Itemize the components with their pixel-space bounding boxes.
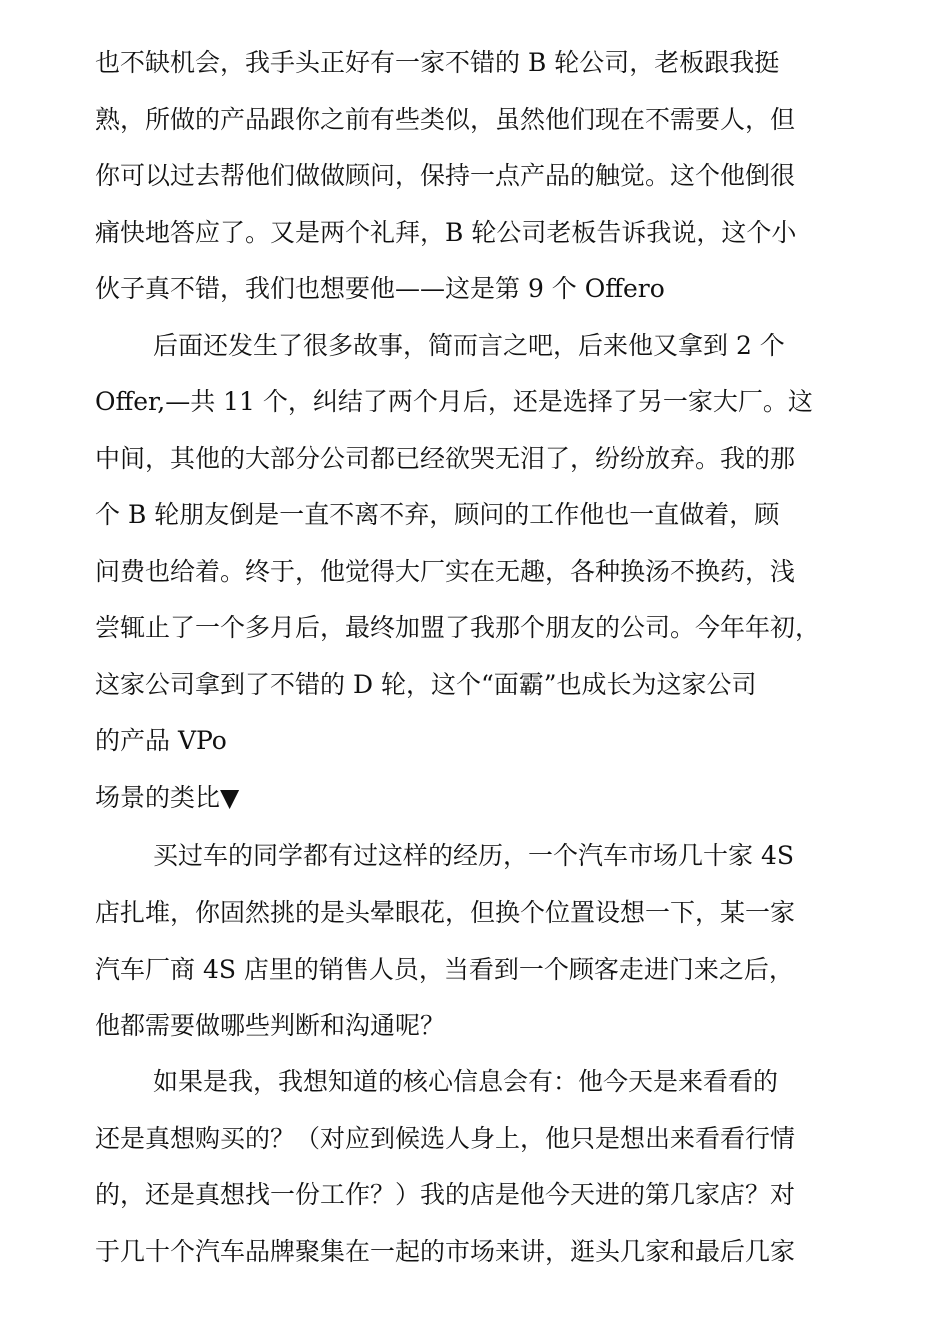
text-line: 尝辄止了一个多月后，最终加盟了我那个朋友的公司。今年年初， [95, 613, 821, 642]
text-line: 问费也给着。终于，他觉得大厂实在无趣，各种换汤不换药，浅 [95, 557, 796, 586]
text-line: 痛快地答应了。又是两个礼拜，B 轮公司老板告诉我说，这个小 [95, 218, 797, 247]
paragraph-start-line: 后面还发生了很多故事，简而言之吧，后来他又拿到 2 个 [153, 331, 785, 360]
text-line: 的，还是真想找一份工作？）我的店是他今天进的第几家店？对 [95, 1180, 796, 1209]
text-line: 店扎堆，你固然挑的是头晕眼花，但换个位置设想一下，某一家 [95, 898, 796, 927]
text-line: 于几十个汽车品牌聚集在一起的市场来讲，逛头几家和最后几家 [95, 1237, 796, 1266]
text-line: 还是真想购买的？（对应到候选人身上，他只是想出来看看行情 [95, 1124, 796, 1153]
text-line: 也不缺机会，我手头正好有一家不错的 B 轮公司，老板跟我挺 [95, 48, 780, 77]
text-line: 中间，其他的大部分公司都已经欲哭无泪了，纷纷放弃。我的那 [95, 444, 796, 473]
text-line: 你可以过去帮他们做做顾问，保持一点产品的触觉。这个他倒很 [95, 161, 796, 190]
text-line: 汽车厂商 4S 店里的销售人员，当看到一个顾客走进门来之后， [95, 955, 794, 984]
text-line: 这家公司拿到了不错的 D 轮，这个“面霸”也成长为这家公司 [95, 670, 757, 699]
text-line: 个 B 轮朋友倒是一直不离不弃，顾问的工作他也一直做着，顾 [95, 500, 780, 529]
text-line: 伙子真不错，我们也想要他——这是第 9 个 Offero [95, 274, 665, 303]
paragraph-start-line: 如果是我，我想知道的核心信息会有：他今天是来看看的 [153, 1067, 779, 1096]
text-line: Offer,—共 11 个，纠结了两个月后，还是选择了另一家大厂。这 [95, 387, 813, 416]
text-line: 熟，所做的产品跟你之前有些类似，虽然他们现在不需要人，但 [95, 105, 796, 134]
section-heading: 场景的类比▼ [95, 783, 240, 812]
text-line: 的产品 VPo [95, 726, 227, 755]
paragraph-start-line: 买过车的同学都有过这样的经历，一个汽车市场几十家 4S [153, 841, 794, 870]
text-line: 他都需要做哪些判断和沟通呢？ [95, 1011, 446, 1040]
